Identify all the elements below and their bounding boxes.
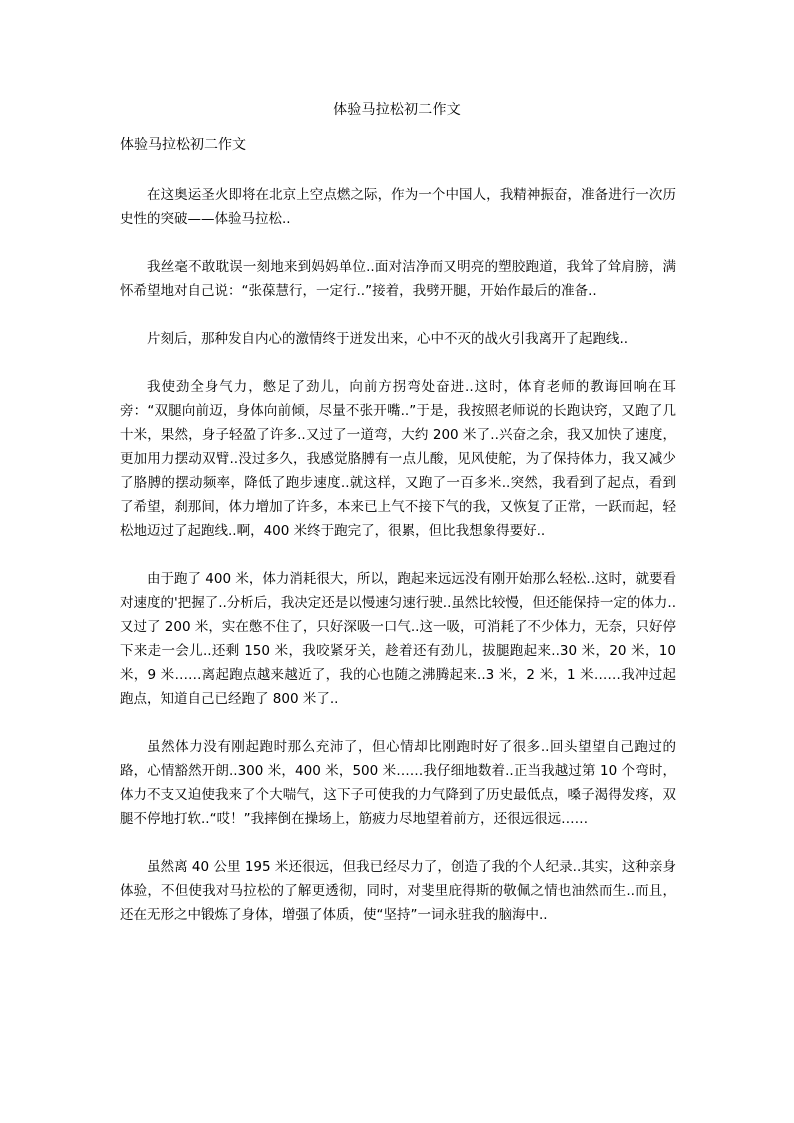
paragraph: 虽然离 40 公里 195 米还很远，但我已经尽力了，创造了我的个人纪录..其实，这种亲身体验，不但使我对马拉松的了解更透彻，同时，对斐里庇得斯的敬佩之情也油然而生..而且，还在无形之中锻炼了身体，增强了体质，使“坚持”一词永驻我的脑海中..	[120, 859, 676, 923]
paragraph: 虽然体力没有刚起跑时那么充沛了，但心情却比刚跑时好了很多..回头望望自己跑过的路，心情豁然开朗..300 米，400 米，500 米……我仔细地数着..正当我越过第 10 个弯时，体力不支又迫使我来了个大喘气，这下子可使我的力气降到了历史最低点，嗓子渴得发疼，双腿不停地打软..“哎！”我摔倒在操场上，筋疲力尽地望着前方，还很远很远……	[120, 739, 676, 827]
paragraph: 我使劲全身气力，憋足了劲儿，向前方拐弯处奋进..这时，体育老师的教诲回响在耳旁：“双腿向前迈，身体向前倾，尽量不张开嘴..”于是，我按照老师说的长跑诀窍，又跑了几十米，果然，身子轻盈了许多..又过了一道弯，大约 200 米了..兴奋之余，我又加快了速度，更加用力摆动双臂..没过多久，我感觉胳膊有一点儿酸，见风使舵，为了保持体力，我又减少了胳膊的摆动频率，降低了跑步速度..就这样，又跑了一百多米..突然，我看到了起点，看到了希望，刹那间，体力增加了许多，本来已上气不接下气的我，又恢复了正常，一跃而起，轻松地迈过了起跑线..啊，400 米终于跑完了，很累，但比我想象得要好..	[120, 379, 676, 539]
paragraph: 我丝毫不敢耽误一刻地来到妈妈单位..面对洁净而又明亮的塑胶跑道，我耸了耸肩膀，满怀希望地对自己说：“张葆慧行，一定行..”接着，我劈开腿，开始作最后的准备..	[120, 259, 676, 299]
essay-body	[120, 183, 676, 951]
paragraph: 由于跑了 400 米，体力消耗很大，所以，跑起来远远没有刚开始那么轻松..这时，就要看对速度的'把握了..分析后，我决定还是以慢速匀速行驶..虽然比较慢，但还能保持一定的体力..又过了 200 米，实在憋不住了，只好深吸一口气..这一吸，可消耗了不少体力，无奈，只好停下来走一会儿..还剩 150 米，我咬紧牙关，趁着还有劲儿，拔腿跑起来..30 米，20 米，10 米，9 米……离起跑点越来越近了，我的心也随之沸腾起来..3 米，2 米，1 米……我冲过起跑点，知道自己已经跑了 800 米了..	[120, 571, 676, 707]
paragraph: 片刻后，那种发自内心的激情终于迸发出来，心中不灭的战火引我离开了起跑线..	[147, 331, 629, 347]
document-subtitle: 体验马拉松初二作文	[120, 137, 246, 153]
paragraph: 在这奥运圣火即将在北京上空点燃之际，作为一个中国人，我精神振奋，准备进行一次历史性的突破——体验马拉松..	[120, 187, 676, 227]
document-title: 体验马拉松初二作文	[333, 102, 461, 118]
